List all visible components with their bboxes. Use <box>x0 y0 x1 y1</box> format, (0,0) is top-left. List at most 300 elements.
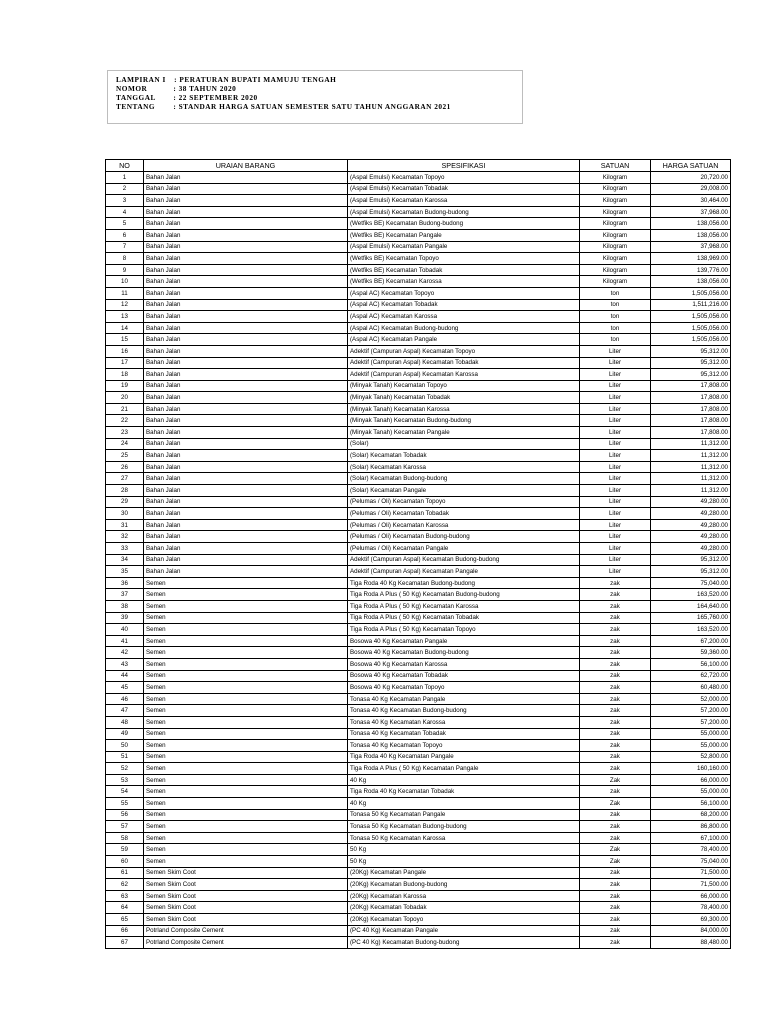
table-row <box>106 763 731 775</box>
cell-uraian-barang: Semen Skim Coot <box>144 867 348 879</box>
cell-spesifikasi: Tonasa 40 Kg Kecamatan Topoyo <box>348 740 580 752</box>
cell-spesifikasi: (Aspal AC) Kecamatan Topoyo <box>348 287 580 299</box>
cell-uraian-barang: Semen <box>144 670 348 682</box>
cell-satuan: Zak <box>580 798 651 810</box>
cell-harga-satuan: 11,312.00 <box>651 473 731 485</box>
cell-spesifikasi: (Pelumas / Oli) Kecamatan Topoyo <box>348 496 580 508</box>
cell-spesifikasi: (Pelumas / Oli) Kecamatan Budong-budong <box>348 531 580 543</box>
table-row <box>106 786 731 798</box>
cell-uraian-barang: Bahan Jalan <box>144 334 348 346</box>
cell-no: 33 <box>106 543 144 555</box>
table-row <box>106 624 731 636</box>
cell-spesifikasi: Adektif (Campuran Aspal) Kecamatan Tobadak <box>348 357 580 369</box>
col-header-uraian: URAIAN BARANG <box>144 160 348 172</box>
cell-satuan: zak <box>580 879 651 891</box>
cell-satuan: Kilogram <box>580 218 651 230</box>
table-row <box>106 403 731 415</box>
cell-no: 24 <box>106 438 144 450</box>
cell-no: 59 <box>106 844 144 856</box>
cell-satuan: zak <box>580 937 651 949</box>
cell-no: 39 <box>106 612 144 624</box>
table-row <box>106 369 731 381</box>
cell-uraian-barang: Semen <box>144 740 348 752</box>
table-row <box>106 519 731 531</box>
cell-no: 65 <box>106 914 144 926</box>
cell-satuan: zak <box>580 821 651 833</box>
table-row <box>106 914 731 926</box>
cell-spesifikasi: (PC 40 Kg) Kecamatan Pangale <box>348 925 580 937</box>
lampiran-value: : PERATURAN BUPATI MAMUJU TENGAH <box>174 75 337 84</box>
cell-spesifikasi: (20Kg) Kecamatan Topoyo <box>348 914 580 926</box>
cell-spesifikasi: (Minyak Tanah) Kecamatan Pangale <box>348 427 580 439</box>
cell-harga-satuan: 49,280.00 <box>651 519 731 531</box>
cell-spesifikasi: Adektif (Campuran Aspal) Kecamatan Pangale <box>348 566 580 578</box>
cell-harga-satuan: 11,312.00 <box>651 450 731 462</box>
cell-no: 20 <box>106 392 144 404</box>
cell-spesifikasi: (Solar) Kecamatan Pangale <box>348 485 580 497</box>
cell-no: 31 <box>106 519 144 531</box>
cell-harga-satuan: 88,480.00 <box>651 937 731 949</box>
table-row <box>106 427 731 439</box>
cell-harga-satuan: 163,520.00 <box>651 624 731 636</box>
cell-satuan: zak <box>580 890 651 902</box>
cell-uraian-barang: Bahan Jalan <box>144 392 348 404</box>
cell-spesifikasi: (Aspal AC) Kecamatan Pangale <box>348 334 580 346</box>
cell-harga-satuan: 59,360.00 <box>651 647 731 659</box>
cell-uraian-barang: Bahan Jalan <box>144 461 348 473</box>
cell-satuan: Liter <box>580 531 651 543</box>
cell-spesifikasi: (Aspal Emulsi) Kecamatan Karossa <box>348 195 580 207</box>
cell-satuan: Liter <box>580 345 651 357</box>
cell-spesifikasi: (Solar) Kecamatan Karossa <box>348 461 580 473</box>
cell-uraian-barang: Bahan Jalan <box>144 195 348 207</box>
table-row <box>106 473 731 485</box>
cell-harga-satuan: 68,200.00 <box>651 809 731 821</box>
col-header-harga: HARGA SATUAN <box>651 160 731 172</box>
cell-satuan: zak <box>580 740 651 752</box>
cell-no: 36 <box>106 577 144 589</box>
table-row <box>106 183 731 195</box>
cell-no: 15 <box>106 334 144 346</box>
cell-uraian-barang: Semen Skim Coot <box>144 914 348 926</box>
cell-spesifikasi: Tiga Roda A Plus ( 50 Kg) Kecamatan Topoyo <box>348 624 580 636</box>
cell-harga-satuan: 84,000.00 <box>651 925 731 937</box>
cell-satuan: zak <box>580 658 651 670</box>
cell-harga-satuan: 11,312.00 <box>651 485 731 497</box>
cell-uraian-barang: Semen <box>144 635 348 647</box>
cell-uraian-barang: Semen <box>144 832 348 844</box>
table-row <box>106 635 731 647</box>
cell-satuan: Zak <box>580 856 651 868</box>
cell-no: 35 <box>106 566 144 578</box>
cell-spesifikasi: (Aspal AC) Kecamatan Tobadak <box>348 299 580 311</box>
cell-satuan: Liter <box>580 496 651 508</box>
table-row <box>106 937 731 949</box>
cell-satuan: zak <box>580 902 651 914</box>
cell-no: 52 <box>106 763 144 775</box>
cell-harga-satuan: 67,100.00 <box>651 832 731 844</box>
cell-uraian-barang: Semen <box>144 774 348 786</box>
table-row <box>106 241 731 253</box>
cell-no: 26 <box>106 461 144 473</box>
cell-spesifikasi: (Pelumas / Oli) Kecamatan Karossa <box>348 519 580 531</box>
cell-harga-satuan: 95,312.00 <box>651 357 731 369</box>
table-row <box>106 879 731 891</box>
cell-harga-satuan: 57,200.00 <box>651 705 731 717</box>
cell-satuan: Liter <box>580 473 651 485</box>
cell-spesifikasi: Tonasa 40 Kg Kecamatan Budong-budong <box>348 705 580 717</box>
cell-spesifikasi: (20Kg) Kecamatan Tobadak <box>348 902 580 914</box>
cell-uraian-barang: Semen <box>144 589 348 601</box>
header-lampiran <box>116 75 522 84</box>
cell-no: 58 <box>106 832 144 844</box>
cell-satuan: Liter <box>580 403 651 415</box>
cell-no: 9 <box>106 264 144 276</box>
cell-spesifikasi: (Aspal Emulsi) Kecamatan Budong-budong <box>348 206 580 218</box>
cell-spesifikasi: (Pelumas / Oli) Kecamatan Tobadak <box>348 508 580 520</box>
tentang-label: TENTANG <box>116 102 156 111</box>
table-row <box>106 844 731 856</box>
cell-harga-satuan: 95,312.00 <box>651 566 731 578</box>
cell-satuan: Liter <box>580 450 651 462</box>
cell-satuan: zak <box>580 635 651 647</box>
cell-no: 23 <box>106 427 144 439</box>
cell-uraian-barang: Semen <box>144 705 348 717</box>
cell-spesifikasi: Tiga Roda A Plus ( 50 Kg) Kecamatan Karossa <box>348 600 580 612</box>
table-row <box>106 890 731 902</box>
cell-spesifikasi: (Wetfiks BE) Kecamatan Budong-budong <box>348 218 580 230</box>
cell-harga-satuan: 78,400.00 <box>651 844 731 856</box>
cell-no: 19 <box>106 380 144 392</box>
table-row <box>106 311 731 323</box>
cell-uraian-barang: Bahan Jalan <box>144 554 348 566</box>
cell-uraian-barang: Semen <box>144 600 348 612</box>
cell-uraian-barang: Semen <box>144 612 348 624</box>
table-row <box>106 705 731 717</box>
cell-uraian-barang: Potrland Composite Cement <box>144 925 348 937</box>
cell-uraian-barang: Semen <box>144 786 348 798</box>
cell-satuan: Kilogram <box>580 241 651 253</box>
cell-uraian-barang: Semen <box>144 844 348 856</box>
cell-uraian-barang: Bahan Jalan <box>144 229 348 241</box>
table-header-row <box>106 160 731 172</box>
cell-satuan: zak <box>580 751 651 763</box>
cell-satuan: zak <box>580 867 651 879</box>
cell-satuan: Kilogram <box>580 253 651 265</box>
cell-no: 64 <box>106 902 144 914</box>
cell-satuan: Liter <box>580 357 651 369</box>
cell-no: 66 <box>106 925 144 937</box>
cell-harga-satuan: 1,505,056.00 <box>651 287 731 299</box>
cell-satuan: Kilogram <box>580 183 651 195</box>
cell-no: 47 <box>106 705 144 717</box>
cell-harga-satuan: 52,000.00 <box>651 693 731 705</box>
cell-uraian-barang: Semen <box>144 763 348 775</box>
cell-no: 27 <box>106 473 144 485</box>
cell-no: 45 <box>106 682 144 694</box>
cell-no: 16 <box>106 345 144 357</box>
cell-harga-satuan: 138,056.00 <box>651 276 731 288</box>
cell-no: 13 <box>106 311 144 323</box>
table-row <box>106 450 731 462</box>
cell-uraian-barang: Semen <box>144 693 348 705</box>
table-row <box>106 577 731 589</box>
cell-uraian-barang: Bahan Jalan <box>144 566 348 578</box>
cell-no: 21 <box>106 403 144 415</box>
cell-satuan: Liter <box>580 392 651 404</box>
cell-spesifikasi: Bosowa 40 Kg Kecamatan Tobadak <box>348 670 580 682</box>
cell-harga-satuan: 1,511,216.00 <box>651 299 731 311</box>
cell-uraian-barang: Bahan Jalan <box>144 253 348 265</box>
cell-harga-satuan: 49,280.00 <box>651 531 731 543</box>
table-row <box>106 334 731 346</box>
cell-spesifikasi: (Wetfiks BE) Kecamatan Topoyo <box>348 253 580 265</box>
nomor-value: : 38 TAHUN 2020 <box>173 84 237 93</box>
cell-harga-satuan: 138,969.00 <box>651 253 731 265</box>
cell-uraian-barang: Semen <box>144 798 348 810</box>
cell-spesifikasi: Adektif (Campuran Aspal) Kecamatan Topoyo <box>348 345 580 357</box>
table-body <box>106 172 731 949</box>
table-row <box>106 508 731 520</box>
cell-spesifikasi: Adektif (Campuran Aspal) Kecamatan Budong-budong <box>348 554 580 566</box>
cell-no: 17 <box>106 357 144 369</box>
cell-harga-satuan: 52,800.00 <box>651 751 731 763</box>
cell-spesifikasi: 40 Kg <box>348 798 580 810</box>
cell-spesifikasi: Tiga Roda A Plus ( 50 Kg) Kecamatan Budong-budong <box>348 589 580 601</box>
cell-satuan: zak <box>580 670 651 682</box>
table-row <box>106 821 731 833</box>
cell-satuan: zak <box>580 647 651 659</box>
cell-harga-satuan: 17,808.00 <box>651 392 731 404</box>
table-row <box>106 380 731 392</box>
cell-spesifikasi: (PC 40 Kg) Kecamatan Budong-budong <box>348 937 580 949</box>
cell-no: 11 <box>106 287 144 299</box>
cell-uraian-barang: Bahan Jalan <box>144 172 348 184</box>
cell-harga-satuan: 49,280.00 <box>651 543 731 555</box>
price-table <box>105 159 731 949</box>
cell-uraian-barang: Bahan Jalan <box>144 311 348 323</box>
cell-harga-satuan: 160,160.00 <box>651 763 731 775</box>
table-row <box>106 682 731 694</box>
cell-spesifikasi: 50 Kg <box>348 844 580 856</box>
cell-spesifikasi: Bosowa 40 Kg Kecamatan Pangale <box>348 635 580 647</box>
cell-no: 56 <box>106 809 144 821</box>
cell-satuan: zak <box>580 914 651 926</box>
header-tanggal <box>116 93 522 102</box>
table-row <box>106 612 731 624</box>
tanggal-value: : 22 SEPTEMBER 2020 <box>173 93 258 102</box>
table-row <box>106 531 731 543</box>
cell-harga-satuan: 66,000.00 <box>651 890 731 902</box>
cell-no: 14 <box>106 322 144 334</box>
cell-no: 57 <box>106 821 144 833</box>
cell-harga-satuan: 17,808.00 <box>651 403 731 415</box>
cell-spesifikasi: (Minyak Tanah) Kecamatan Topoyo <box>348 380 580 392</box>
cell-uraian-barang: Bahan Jalan <box>144 496 348 508</box>
cell-no: 67 <box>106 937 144 949</box>
cell-satuan: zak <box>580 786 651 798</box>
cell-satuan: ton <box>580 287 651 299</box>
cell-satuan: Liter <box>580 427 651 439</box>
lampiran-label: LAMPIRAN I <box>116 75 166 84</box>
cell-satuan: ton <box>580 299 651 311</box>
cell-no: 28 <box>106 485 144 497</box>
cell-no: 2 <box>106 183 144 195</box>
table-row <box>106 195 731 207</box>
cell-satuan: Kilogram <box>580 264 651 276</box>
cell-harga-satuan: 57,200.00 <box>651 716 731 728</box>
cell-harga-satuan: 1,505,056.00 <box>651 322 731 334</box>
document-header <box>107 70 523 124</box>
cell-no: 48 <box>106 716 144 728</box>
cell-spesifikasi: (Aspal AC) Kecamatan Karossa <box>348 311 580 323</box>
cell-spesifikasi: (20Kg) Kecamatan Budong-budong <box>348 879 580 891</box>
cell-harga-satuan: 86,800.00 <box>651 821 731 833</box>
table-row <box>106 647 731 659</box>
cell-satuan: Liter <box>580 543 651 555</box>
table-row <box>106 658 731 670</box>
cell-harga-satuan: 78,400.00 <box>651 902 731 914</box>
cell-uraian-barang: Bahan Jalan <box>144 380 348 392</box>
tanggal-label: TANGGAL <box>116 93 156 102</box>
cell-uraian-barang: Bahan Jalan <box>144 183 348 195</box>
cell-spesifikasi: Bosowa 40 Kg Kecamatan Topoyo <box>348 682 580 694</box>
table-row <box>106 798 731 810</box>
cell-harga-satuan: 67,200.00 <box>651 635 731 647</box>
cell-no: 37 <box>106 589 144 601</box>
cell-no: 60 <box>106 856 144 868</box>
table-row <box>106 206 731 218</box>
cell-harga-satuan: 11,312.00 <box>651 461 731 473</box>
cell-no: 41 <box>106 635 144 647</box>
cell-harga-satuan: 62,720.00 <box>651 670 731 682</box>
cell-spesifikasi: Tonasa 40 Kg Kecamatan Karossa <box>348 716 580 728</box>
cell-uraian-barang: Semen <box>144 577 348 589</box>
cell-uraian-barang: Semen <box>144 647 348 659</box>
cell-no: 62 <box>106 879 144 891</box>
cell-harga-satuan: 55,000.00 <box>651 728 731 740</box>
cell-uraian-barang: Semen <box>144 658 348 670</box>
cell-no: 18 <box>106 369 144 381</box>
cell-harga-satuan: 17,808.00 <box>651 415 731 427</box>
table-row <box>106 264 731 276</box>
cell-spesifikasi: (Solar) Kecamatan Tobadak <box>348 450 580 462</box>
cell-satuan: zak <box>580 693 651 705</box>
cell-harga-satuan: 95,312.00 <box>651 369 731 381</box>
table-row <box>106 218 731 230</box>
cell-harga-satuan: 165,760.00 <box>651 612 731 624</box>
cell-harga-satuan: 138,056.00 <box>651 218 731 230</box>
cell-harga-satuan: 30,464.00 <box>651 195 731 207</box>
cell-satuan: Zak <box>580 774 651 786</box>
cell-uraian-barang: Semen <box>144 751 348 763</box>
cell-harga-satuan: 1,505,056.00 <box>651 334 731 346</box>
table-row <box>106 496 731 508</box>
cell-uraian-barang: Bahan Jalan <box>144 241 348 253</box>
cell-spesifikasi: Tonasa 40 Kg Kecamatan Pangale <box>348 693 580 705</box>
cell-harga-satuan: 56,100.00 <box>651 658 731 670</box>
cell-uraian-barang: Bahan Jalan <box>144 473 348 485</box>
col-header-no: NO <box>106 160 144 172</box>
cell-spesifikasi: Tiga Roda A Plus ( 50 Kg) Kecamatan Pangale <box>348 763 580 775</box>
cell-satuan: zak <box>580 600 651 612</box>
cell-spesifikasi: (Aspal AC) Kecamatan Budong-budong <box>348 322 580 334</box>
cell-harga-satuan: 37,968.00 <box>651 206 731 218</box>
cell-uraian-barang: Semen <box>144 716 348 728</box>
cell-satuan: Liter <box>580 369 651 381</box>
cell-spesifikasi: (Wetfiks BE) Kecamatan Tobadak <box>348 264 580 276</box>
cell-spesifikasi: (20Kg) Kecamatan Karossa <box>348 890 580 902</box>
cell-satuan: zak <box>580 832 651 844</box>
table-row <box>106 172 731 184</box>
cell-uraian-barang: Bahan Jalan <box>144 438 348 450</box>
cell-satuan: ton <box>580 311 651 323</box>
table-row <box>106 693 731 705</box>
cell-spesifikasi: Tiga Roda A Plus ( 50 Kg) Kecamatan Tobadak <box>348 612 580 624</box>
cell-uraian-barang: Bahan Jalan <box>144 276 348 288</box>
cell-harga-satuan: 139,776.00 <box>651 264 731 276</box>
cell-no: 22 <box>106 415 144 427</box>
cell-spesifikasi: (Minyak Tanah) Kecamatan Budong-budong <box>348 415 580 427</box>
cell-spesifikasi: (Minyak Tanah) Kecamatan Tobadak <box>348 392 580 404</box>
cell-satuan: Zak <box>580 844 651 856</box>
cell-no: 12 <box>106 299 144 311</box>
cell-satuan: Liter <box>580 461 651 473</box>
cell-spesifikasi: Tonasa 40 Kg Kecamatan Tobadak <box>348 728 580 740</box>
cell-satuan: zak <box>580 763 651 775</box>
table-row <box>106 357 731 369</box>
cell-harga-satuan: 49,280.00 <box>651 496 731 508</box>
table-row <box>106 589 731 601</box>
cell-spesifikasi: (Solar) Kecamatan Budong-budong <box>348 473 580 485</box>
cell-uraian-barang: Bahan Jalan <box>144 299 348 311</box>
table-row <box>106 276 731 288</box>
cell-spesifikasi: (Wetfiks BE) Kecamatan Pangale <box>348 229 580 241</box>
table-row <box>106 438 731 450</box>
cell-spesifikasi: Adektif (Campuran Aspal) Kecamatan Karossa <box>348 369 580 381</box>
cell-satuan: Liter <box>580 438 651 450</box>
header-tentang <box>116 102 522 111</box>
table-row <box>106 809 731 821</box>
cell-harga-satuan: 163,520.00 <box>651 589 731 601</box>
table-row <box>106 728 731 740</box>
cell-no: 38 <box>106 600 144 612</box>
cell-harga-satuan: 75,040.00 <box>651 577 731 589</box>
cell-spesifikasi: (Wetfiks BE) Kecamatan Karossa <box>348 276 580 288</box>
cell-harga-satuan: 1,505,056.00 <box>651 311 731 323</box>
cell-no: 7 <box>106 241 144 253</box>
cell-spesifikasi: (Minyak Tanah) Kecamatan Karossa <box>348 403 580 415</box>
table-row <box>106 299 731 311</box>
cell-no: 40 <box>106 624 144 636</box>
cell-satuan: Kilogram <box>580 229 651 241</box>
cell-satuan: zak <box>580 716 651 728</box>
table-row <box>106 751 731 763</box>
cell-uraian-barang: Semen <box>144 856 348 868</box>
cell-uraian-barang: Bahan Jalan <box>144 450 348 462</box>
cell-spesifikasi: (20Kg) Kecamatan Pangale <box>348 867 580 879</box>
cell-no: 53 <box>106 774 144 786</box>
cell-spesifikasi: (Solar) <box>348 438 580 450</box>
cell-uraian-barang: Bahan Jalan <box>144 357 348 369</box>
cell-uraian-barang: Bahan Jalan <box>144 218 348 230</box>
cell-uraian-barang: Semen <box>144 682 348 694</box>
table-row <box>106 229 731 241</box>
table-row <box>106 345 731 357</box>
cell-satuan: Kilogram <box>580 195 651 207</box>
cell-no: 63 <box>106 890 144 902</box>
cell-no: 1 <box>106 172 144 184</box>
